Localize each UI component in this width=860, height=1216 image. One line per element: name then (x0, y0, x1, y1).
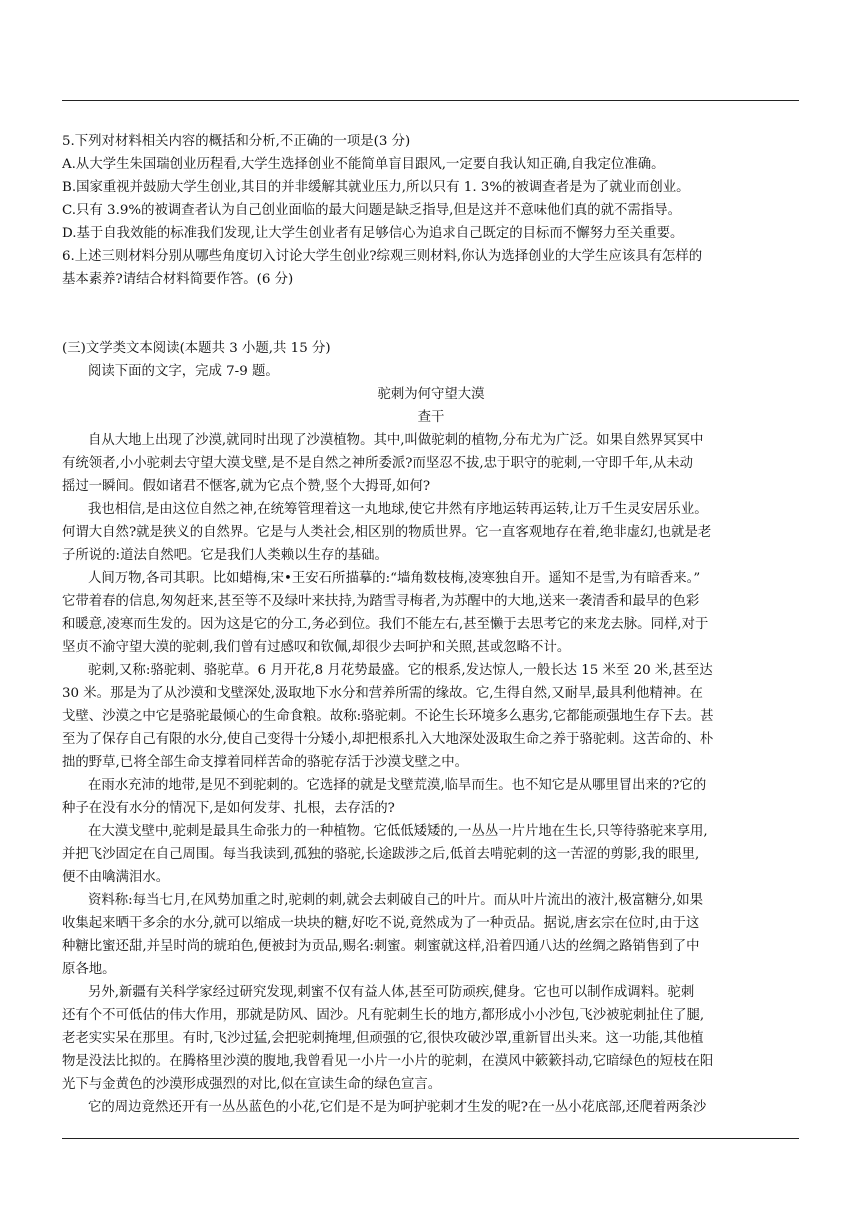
article-line: 它的周边竟然还开有一丛丛蓝色的小花,它们是不是为呵护驼刺才生发的呢?在一丛小花底部,还爬着两条沙 (88, 1100, 707, 1115)
article-body (62, 429, 800, 1119)
article-line: 物是没法比拟的。在腾格里沙漠的腹地,我曾看见一小片一小片的驼刺，在漠风中簌簌抖动,它暗绿色的短枝在阳 (62, 1054, 714, 1069)
article-line: 另外,新疆有关科学家经过研究发现,刺蜜不仅有益人体,甚至可防顽疾,健身。它也可以制作成调料。驼刺 (88, 985, 695, 1000)
article-line: 在雨水充沛的地带,是见不到驼刺的。它选择的就是戈壁荒漠,临旱而生。也不知它是从哪里冒出来的?它的 (88, 778, 707, 793)
article-line: 自从大地上出现了沙漠,就同时出现了沙漠植物。其中,叫做驼刺的植物,分布尤为广泛。如果自然界冥冥中 (88, 433, 704, 448)
option-d: D.基于自我效能的标准我们发现,让大学生创业者有足够信心为追求自己既定的目标而不懈努力至关重要。 (62, 226, 684, 241)
option-b: B.国家重视并鼓励大学生创业,其目的并非缓解其就业压力,所以只有 1. 3%的被调查者是为了就业而创业。 (62, 180, 690, 195)
header-rule (62, 100, 799, 101)
article-line: 人间万物,各司其职。比如蜡梅,宋•王安石所描摹的:“墙角数枝梅,凌寒独自开。遥知不是雪,为有暗香来。” (88, 571, 701, 586)
footer-rule (62, 1138, 799, 1139)
article-line: 便不由噙满泪水。 (62, 870, 170, 885)
article-line: 在大漠戈壁中,驼刺是最具生命张力的一种植物。它低低矮矮的,一丛丛一片片地在生长,只等待骆驼来享用, (88, 824, 708, 839)
article-line: 它带着春的信息,匆匆赶来,甚至等不及绿叶来扶持,为踏雪寻梅者,为苏醒中的大地,送来一袭清香和最早的色彩 (62, 594, 700, 609)
article-paragraph (62, 889, 800, 981)
question-6: 6.上述三则材料分别从哪些角度切入讨论大学生创业?综观三则材料,你认为选择创业的大学生应该具有怎样的 (62, 249, 703, 264)
article-paragraph (62, 429, 800, 498)
article-line: 有统领者,小小驼刺去守望大漠戈壁,是不是自然之神所委派?而坚忍不拔,忠于职守的驼刺,一守即千年,从未动 (62, 456, 694, 471)
article-paragraph (62, 774, 800, 820)
article-line: 收集起来晒干多余的水分,就可以缩成一块块的糖,好吃不说,竟然成为了一种贡品。据说,唐玄宗在位时,由于这 (62, 916, 700, 931)
article-line: 光下与金黄色的沙漠形成强烈的对比,似在宣读生命的绿色宣言。 (62, 1077, 442, 1092)
article-line: 至为了保存自己有限的水分,使自己变得十分矮小,却把根系扎入大地深处汲取生命之养于骆驼刺。这苦命的、朴 (62, 732, 714, 747)
article-line: 种糖比蜜还甜,并呈时尚的琥珀色,便被封为贡品,赐名:刺蜜。刺蜜就这样,沿着四通八达的丝绸之路销售到了中 (62, 939, 700, 954)
article-line: 原各地。 (62, 962, 116, 977)
article-line: 戈壁、沙漠之中它是骆驼最倾心的生命食粮。故称:骆驼刺。不论生长环境多么惠劣,它都能顽强地生存下去。甚 (62, 709, 714, 724)
article-line: 坚贞不渝守望大漠的驼刺,我们曾有过感叹和钦佩,却很少去呵护和关照,甚或忽略不计。 (62, 640, 571, 655)
article-paragraph (62, 567, 800, 659)
article-line: 子所说的:道法自然吧。它是我们人类赖以生存的基础。 (62, 548, 388, 563)
article-line: 资料称:每当七月,在风势加重之时,驼刺的刺,就会去刺破自己的叶片。而从叶片流出的液汁,极富糖分,如果 (88, 893, 703, 908)
article-line: 何谓大自然?就是狭义的自然界。它是与人类社会,相区别的物质世界。它一直客观地存在着,绝非虚幻,也就是老 (62, 525, 712, 540)
article-line: 摇过一瞬间。假如诸君不惬客,就为它点个赞,竖个大拇哥,如何? (62, 479, 431, 494)
article-line: 老老实实呆在那里。有时,飞沙过猛,会把驼刺掩埋,但顽强的它,很快攻破沙罩,重新冒出头来。这一功能,其他植 (62, 1031, 704, 1046)
article-line: 还有个不可低估的伟大作用，那就是防风、固沙。凡有驼刺生长的地方,都形成小小沙包,飞沙被驼刺扯住了腿, (62, 1008, 705, 1023)
spacer (62, 291, 800, 337)
question-6-continued: 基本素养?请结合材料简要作答。(6 分) (62, 272, 294, 287)
reading-instruction: 阅读下面的文字，完成 7-9 题。 (88, 364, 279, 379)
article-line: 驼刺,又称:骆驼刺、骆驼草。6 月开花,8 月花势最盛。它的根系,发达惊人,一般长达 15 米至 20 米,甚至达 (88, 663, 713, 678)
option-c: C.只有 3.9%的被调查者认为自己创业面临的最大问题是缺乏指导,但是这并不意味他们真的就不需指导。 (62, 203, 681, 218)
article-paragraph (62, 1096, 800, 1119)
article-title: 驼刺为何守望大漠 (377, 387, 485, 402)
article-line: 我也相信,是由这位自然之神,在统筹管理着这一丸地球,使它井然有序地运转再运转,让万千生灵安居乐业。 (88, 502, 708, 517)
article-paragraph (62, 659, 800, 774)
article-line: 和暖意,凌寒而生发的。因为这是它的分工,务必到位。我们不能左右,甚至懒于去思考它的来龙去脉。同样,对于 (62, 617, 709, 632)
page-body (62, 130, 800, 1119)
article-line: 拙的野草,已将全部生命支撑着同样苦命的骆驼存活于沙漠戈壁之中。 (62, 755, 468, 770)
article-paragraph (62, 498, 800, 567)
question-5: 5.下列对材料相关内容的概括和分析,不正确的一项是(3 分) (62, 134, 411, 149)
article-line: 种子在没有水分的情况下,是如何发芽、扎根，去存活的? (62, 801, 395, 816)
article-line: 并把飞沙固定在自己周围。每当我读到,孤独的骆驼,长途跋涉之后,低首去啃驼刺的这一苦涩的剪影,我的眼里, (62, 847, 700, 862)
section-heading: (三)文学类文本阅读(本题共 3 小题,共 15 分) (62, 341, 331, 356)
article-paragraph (62, 981, 800, 1096)
article-line: 30 米。那是为了从沙漠和戈壁深处,汲取地下水分和营养所需的缘故。它,生得自然,又耐旱,最具利他精神。在 (62, 686, 703, 701)
article-author: 查干 (417, 410, 445, 425)
article-paragraph (62, 820, 800, 889)
option-a: A.从大学生朱国瑞创业历程看,大学生选择创业不能简单盲目跟风,一定要自我认知正确,自我定位准确。 (62, 157, 665, 172)
